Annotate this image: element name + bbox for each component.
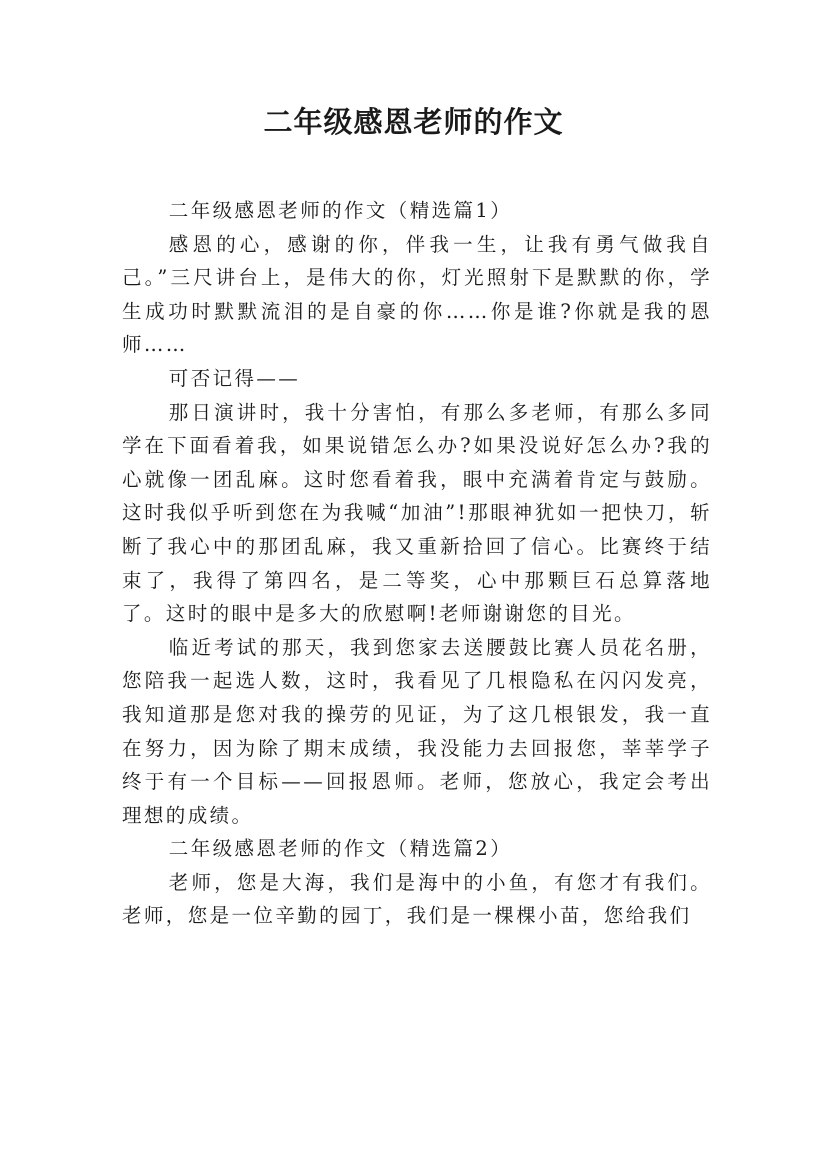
- paragraph-3: 那日演讲时，我十分害怕，有那么多老师，有那么多同学在下面看着我，如果说错怎么办?如果没说好怎么办?我的心就像一团乱麻。这时您看着我，眼中充满着肯定与鼓励。这时我似乎听到您在为我喊“加油”!那眼神犹如一把快刀，斩断了我心中的那团乱麻，我又重新拾回了信心。比赛终于结束了，我得了第四名，是二等奖，心中那颗巨石总算落地了。这时的眼中是多大的欣慰啊!老师谢谢您的目光。: [122, 400, 712, 626]
- paragraph-1: 感恩的心，感谢的你，伴我一生，让我有勇气做我自己。”三尺讲台上，是伟大的你，灯光照射下是默默的你，学生成功时默默流泪的是自豪的你……你是谁?你就是我的恩师……: [122, 232, 712, 357]
- paragraph-4: 临近考试的那天，我到您家去送腰鼓比赛人员花名册，您陪我一起选人数，这时，我看见了几根隐私在闪闪发亮，我知道那是您对我的操劳的见证，为了这几根银发，我一直在努力，因为除了期末成绩，我没能力去回报您，莘莘学子终于有一个目标——回报恩师。老师，您放心，我定会考出理想的成绩。: [122, 635, 712, 827]
- document-title: 二年级感恩老师的作文: [263, 105, 564, 139]
- section-heading-1: 二年级感恩老师的作文（精选篇1）: [168, 199, 513, 222]
- section-heading-2: 二年级感恩老师的作文（精选篇2）: [168, 837, 513, 861]
- paragraph-2: 可否记得——: [168, 366, 301, 390]
- paragraph-5: 老师，您是大海，我们是海中的小鱼，有您才有我们。老师，您是一位辛勤的园丁，我们是一棵棵小苗，您给我们: [122, 870, 712, 928]
- document-body: [122, 194, 712, 933]
